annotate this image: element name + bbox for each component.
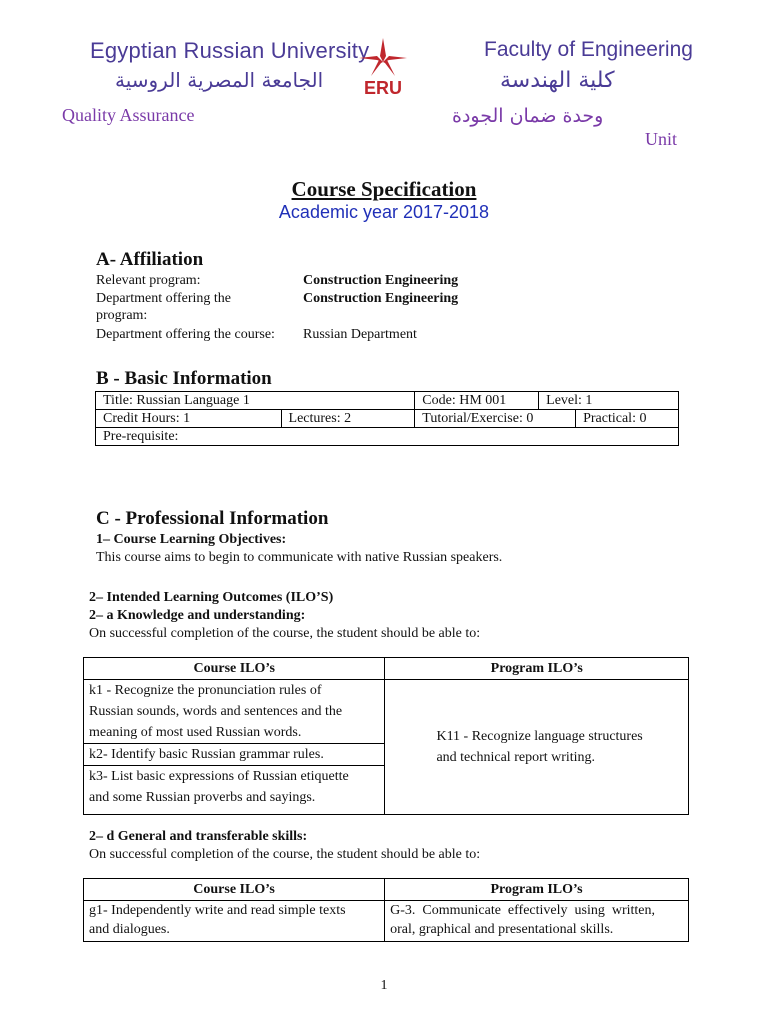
page-title: Course Specification — [291, 177, 477, 201]
faculty-name-en: Faculty of Engineering — [484, 38, 693, 61]
prerequisite-cell: Pre-requisite: — [96, 428, 679, 446]
university-name-ar: الجامعة المصرية الروسية — [115, 68, 324, 92]
ilo-k3-line2: and some Russian proverbs and sayings. — [89, 790, 316, 805]
knowledge-ilo-table — [83, 657, 689, 815]
ilo-k1-line3: meaning of most used Russian words. — [89, 725, 302, 740]
page-number: 1 — [380, 978, 388, 993]
dept-course-label: Department offering the course: — [96, 327, 275, 342]
quality-assurance-unit: Unit — [645, 129, 678, 149]
ilo-g1-line2: and dialogues. — [89, 922, 170, 937]
table-row — [84, 680, 689, 744]
program-ilo-g3-line2: oral, graphical and presentational skills. — [390, 922, 614, 937]
table-header-row — [84, 658, 689, 680]
ilo-k1-line2: Russian sounds, words and sentences and the — [89, 704, 343, 719]
tutorial-cell: Tutorial/Exercise: 0 — [415, 410, 576, 428]
course-ilo-header: Course ILO’s — [84, 658, 385, 680]
university-name-en: Egyptian Russian University — [90, 38, 370, 63]
faculty-name-ar: كلية الهندسة — [500, 68, 615, 93]
program-ilo-k11-line2: and technical report writing. — [436, 750, 596, 765]
table-row — [96, 392, 679, 410]
quality-assurance-en: Quality Assurance — [62, 105, 195, 125]
objectives-heading: 1– Course Learning Objectives: — [96, 532, 287, 547]
professional-info-heading: C - Professional Information — [96, 508, 329, 529]
program-ilo-header: Program ILO’s — [385, 879, 689, 901]
table-row — [96, 410, 679, 428]
ilos-heading: 2– Intended Learning Outcomes (ILO’S) — [89, 590, 334, 605]
program-ilo-g3-cell — [385, 901, 689, 942]
practical-cell: Practical: 0 — [576, 410, 679, 428]
logo-text: ERU — [363, 78, 402, 98]
ilo-k3-line1: k3- List basic expressions of Russian etiquette — [89, 769, 349, 784]
lectures-cell: Lectures: 2 — [281, 410, 415, 428]
general-skills-ilo-table — [83, 878, 689, 942]
dept-program-value: Construction Engineering — [303, 291, 459, 306]
ilo-g1-line1: g1- Independently write and read simple texts — [89, 903, 346, 918]
course-level-cell: Level: 1 — [539, 392, 679, 410]
university-logo — [355, 38, 411, 102]
basic-info-heading: B - Basic Information — [96, 368, 272, 389]
ilo-k3-cell — [84, 766, 385, 815]
objectives-text: This course aims to begin to communicate with native Russian speakers. — [96, 550, 503, 565]
program-ilo-k11-line1: K11 - Recognize language structures — [436, 729, 643, 744]
star-logo-icon — [355, 38, 411, 80]
course-ilo-header: Course ILO’s — [84, 879, 385, 901]
academic-year: Academic year 2017-2018 — [278, 202, 490, 222]
general-skills-intro: On successful completion of the course, the student should be able to: — [89, 847, 481, 862]
dept-program-label-line2: program: — [96, 308, 148, 323]
affiliation-heading: A- Affiliation — [96, 249, 204, 270]
knowledge-intro: On successful completion of the course, the student should be able to: — [89, 626, 481, 641]
ilo-k1-line1: k1 - Recognize the pronunciation rules of — [89, 683, 322, 698]
relevant-program-value: Construction Engineering — [303, 273, 459, 288]
general-skills-heading: 2– d General and transferable skills: — [89, 829, 308, 844]
relevant-program-label: Relevant program: — [96, 273, 201, 288]
table-row — [84, 901, 689, 942]
dept-course-value: Russian Department — [303, 327, 417, 342]
program-ilo-header: Program ILO’s — [385, 658, 689, 680]
basic-info-table — [95, 391, 679, 446]
ilo-g1-cell — [84, 901, 385, 942]
table-header-row — [84, 879, 689, 901]
credit-hours-cell: Credit Hours: 1 — [96, 410, 282, 428]
table-row — [96, 428, 679, 446]
program-ilo-k11-cell — [385, 680, 689, 815]
knowledge-heading: 2– a Knowledge and understanding: — [89, 608, 306, 623]
dept-program-label-line1: Department offering the — [96, 291, 232, 306]
course-code-cell: Code: HM 001 — [415, 392, 539, 410]
ilo-k1-cell — [84, 680, 385, 744]
course-title-cell: Title: Russian Language 1 — [96, 392, 415, 410]
program-ilo-g3-line1: G-3. Communicate effectively using written, — [390, 903, 656, 918]
quality-assurance-ar: وحدة ضمان الجودة — [452, 105, 604, 127]
ilo-k2-cell: k2- Identify basic Russian grammar rules. — [84, 744, 385, 766]
